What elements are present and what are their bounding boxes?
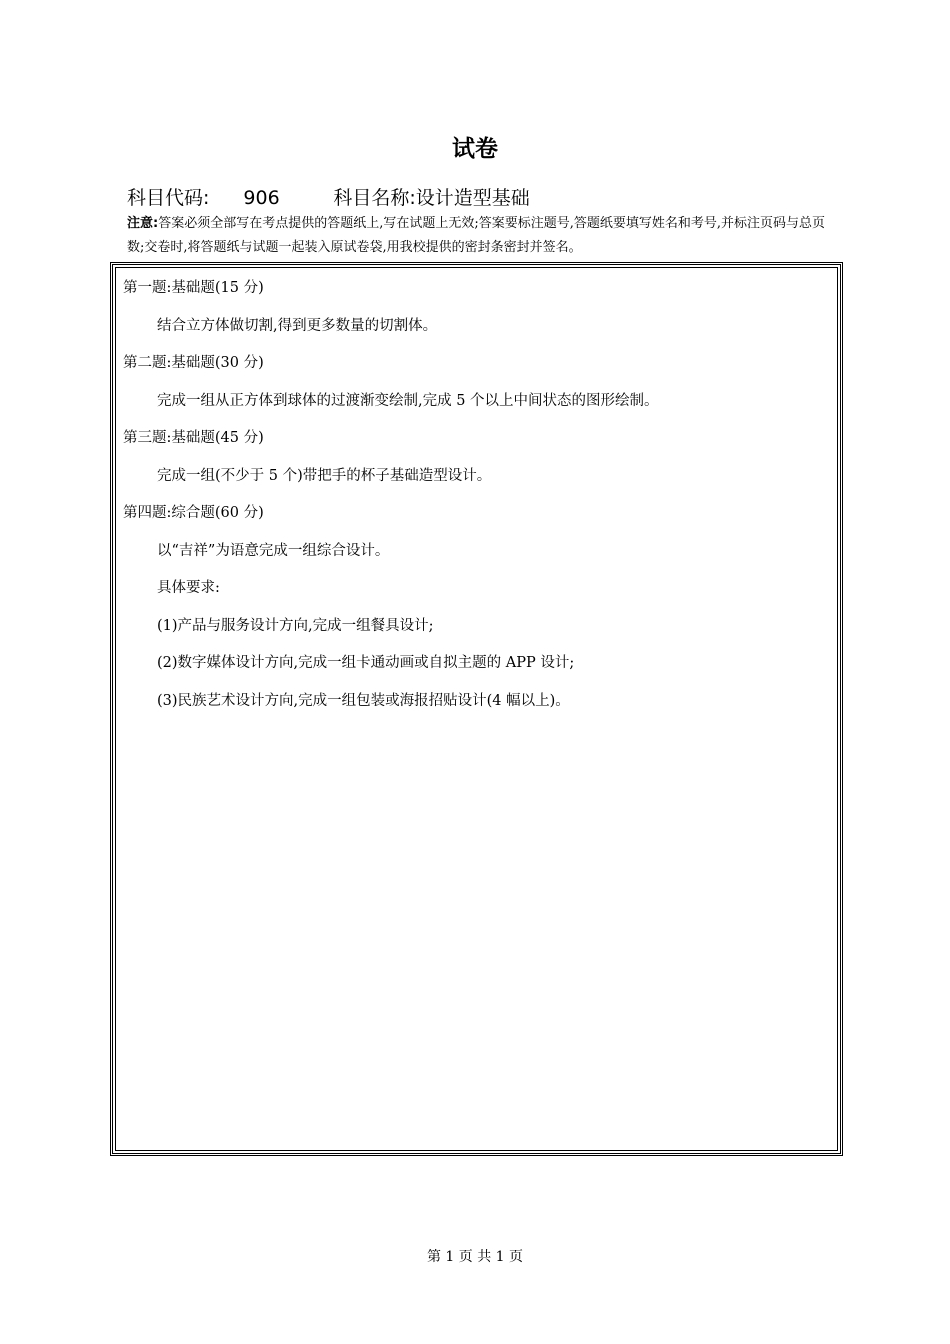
question-3-line-1: 完成一组(不少于 5 个)带把手的杯子基础造型设计。 (157, 467, 492, 484)
question-1-line-1: 结合立方体做切割,得到更多数量的切割体。 (157, 317, 438, 334)
question-2-line-1: 完成一组从正方体到球体的过渡渐变绘制,完成 5 个以上中间状态的图形绘制。 (157, 392, 659, 409)
question-4-requirement-3: (3)民族艺术设计方向,完成一组包装或海报招贴设计(4 幅以上)。 (157, 692, 570, 709)
question-1-heading: 第一题:基础题(15 分) (123, 280, 264, 296)
question-4-line-2: 具体要求: (157, 580, 220, 596)
notice-text: 答案必须全部写在考点提供的答题纸上,写在试题上无效;答案要标注题号,答题纸要填写姓名和考号,并标注页码与总页数;交卷时,将答题纸与试题一起装入原试卷袋,用我校提供的密封条密封并签名。 (127, 216, 825, 255)
question-4-requirement-1: (1)产品与服务设计方向,完成一组餐具设计; (157, 617, 434, 634)
subject-name-label: 科目名称:设计造型基础 (333, 187, 530, 209)
question-4-heading: 第四题:综合题(60 分) (123, 505, 264, 521)
question-4-requirement-2: (2)数字媒体设计方向,完成一组卡通动画或自拟主题的 APP 设计; (157, 655, 575, 671)
question-2-heading: 第二题:基础题(30 分) (123, 355, 264, 371)
page-footer: 第 1 页 共 1 页 (426, 1249, 524, 1265)
notice-label: 注意: (127, 216, 159, 231)
question-4-line-1: 以“吉祥”为语意完成一组综合设计。 (157, 542, 390, 559)
notice (127, 212, 827, 260)
subject-line (127, 184, 530, 212)
question-content (123, 270, 829, 720)
page-title: 试卷 (452, 136, 498, 162)
subject-code-value: 906 (243, 187, 280, 209)
question-frame-inner (115, 267, 838, 1151)
question-3-heading: 第三题:基础题(45 分) (123, 430, 264, 446)
subject-code-label: 科目代码: (127, 187, 210, 209)
question-frame (110, 262, 843, 1156)
